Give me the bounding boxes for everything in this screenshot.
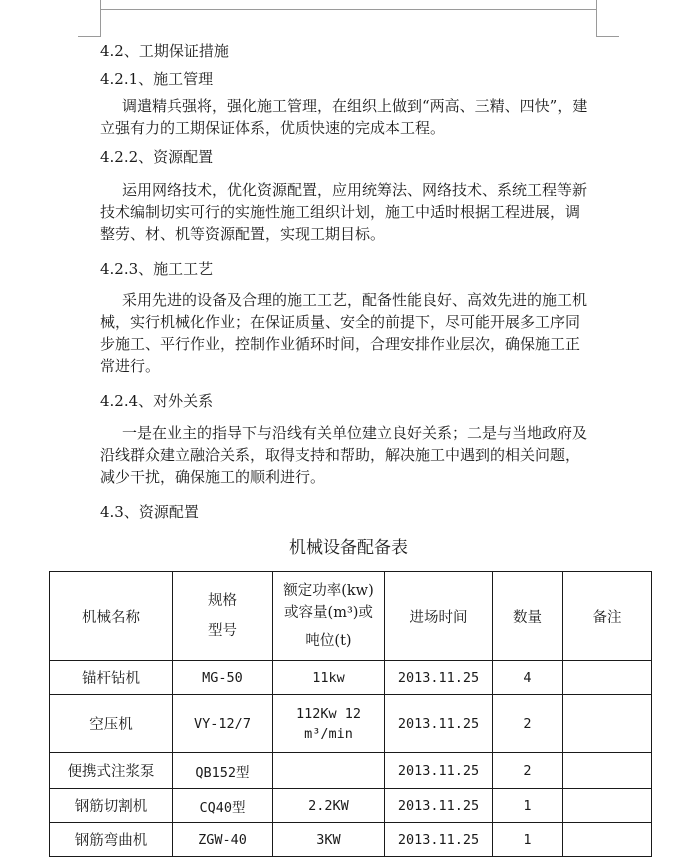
cell-qty: 1 — [493, 823, 563, 857]
cell-spec: VY-12/7 — [173, 695, 273, 753]
cell-power — [273, 753, 385, 789]
cell-date: 2013.11.25 — [385, 753, 493, 789]
table-row — [50, 753, 652, 789]
equipment-table — [49, 571, 652, 857]
cell-spec: CQ40型 — [173, 789, 273, 823]
header-date: 进场时间 — [385, 572, 493, 661]
cell-qty: 2 — [493, 753, 563, 789]
cell-name: 钢筋弯曲机 — [50, 823, 173, 857]
heading-4-2-3: 4.2.3、施工工艺 — [100, 260, 214, 278]
table-caption: 机械设备配备表 — [289, 538, 408, 558]
cell-name: 钢筋切割机 — [50, 789, 173, 823]
cell-name: 空压机 — [50, 695, 173, 753]
cell-remark — [563, 753, 652, 789]
header-name: 机械名称 — [50, 572, 173, 661]
paragraph-4-2-4: 一是在业主的指导下与沿线有关单位建立良好关系；二是与当地政府及沿线群众建立融洽关系，取得支持和帮助，解决施工中遇到的相关问题，减少干扰，确保施工的顺利进行。 — [100, 424, 588, 486]
cell-remark — [563, 695, 652, 753]
cell-name: 便携式注浆泵 — [50, 753, 173, 789]
cell-power: 112Kw 12 m³/min — [273, 695, 385, 753]
table-row — [50, 695, 652, 753]
cell-spec: QB152型 — [173, 753, 273, 789]
cell-qty: 4 — [493, 661, 563, 695]
cell-qty: 1 — [493, 789, 563, 823]
table-header-row — [50, 572, 652, 661]
table-row — [50, 661, 652, 695]
cell-remark — [563, 789, 652, 823]
cell-remark — [563, 823, 652, 857]
table-row — [50, 823, 652, 857]
cell-power: 11kw — [273, 661, 385, 695]
cell-spec: MG-50 — [173, 661, 273, 695]
heading-4-2-4: 4.2.4、对外关系 — [100, 392, 214, 410]
cell-spec: ZGW-40 — [173, 823, 273, 857]
cell-name: 锚杆钻机 — [50, 661, 173, 695]
header-remark: 备注 — [563, 572, 652, 661]
paragraph-4-2-1: 调遣精兵强将，强化施工管理，在组织上做到“两高、三精、四快”，建立强有力的工期保证体系，优质快速的完成本工程。 — [100, 97, 588, 137]
header-spec: 规格 型号 — [173, 572, 273, 661]
cell-date: 2013.11.25 — [385, 823, 493, 857]
header-qty: 数量 — [493, 572, 563, 661]
paragraph-4-2-3: 采用先进的设备及合理的施工工艺，配备性能良好、高效先进的施工机械，实行机械化作业；在保证质量、安全的前提下，尽可能开展多工序同步施工、平行作业，控制作业循环时间，合理安排作业层次，确保施工正常进行。 — [100, 291, 588, 375]
cell-remark — [563, 661, 652, 695]
cell-power: 3KW — [273, 823, 385, 857]
table-row — [50, 789, 652, 823]
heading-4-2-2: 4.2.2、资源配置 — [100, 148, 214, 166]
header-power: 额定功率(kw) 或容量(m³)或 吨位(t) — [273, 572, 385, 661]
paragraph-4-2-2: 运用网络技术，优化资源配置，应用统筹法、网络技术、系统工程等新技术编制切实可行的实施性施工组织计划，施工中适时根据工程进展，调整劳、材、机等资源配置，实现工期目标。 — [100, 181, 588, 243]
cell-power: 2.2KW — [273, 789, 385, 823]
cell-date: 2013.11.25 — [385, 661, 493, 695]
heading-4-2-1: 4.2.1、施工管理 — [100, 70, 214, 88]
cell-qty: 2 — [493, 695, 563, 753]
heading-4-2: 4.2、工期保证措施 — [100, 42, 229, 60]
cell-date: 2013.11.25 — [385, 789, 493, 823]
cell-date: 2013.11.25 — [385, 695, 493, 753]
heading-4-3: 4.3、资源配置 — [100, 503, 199, 521]
